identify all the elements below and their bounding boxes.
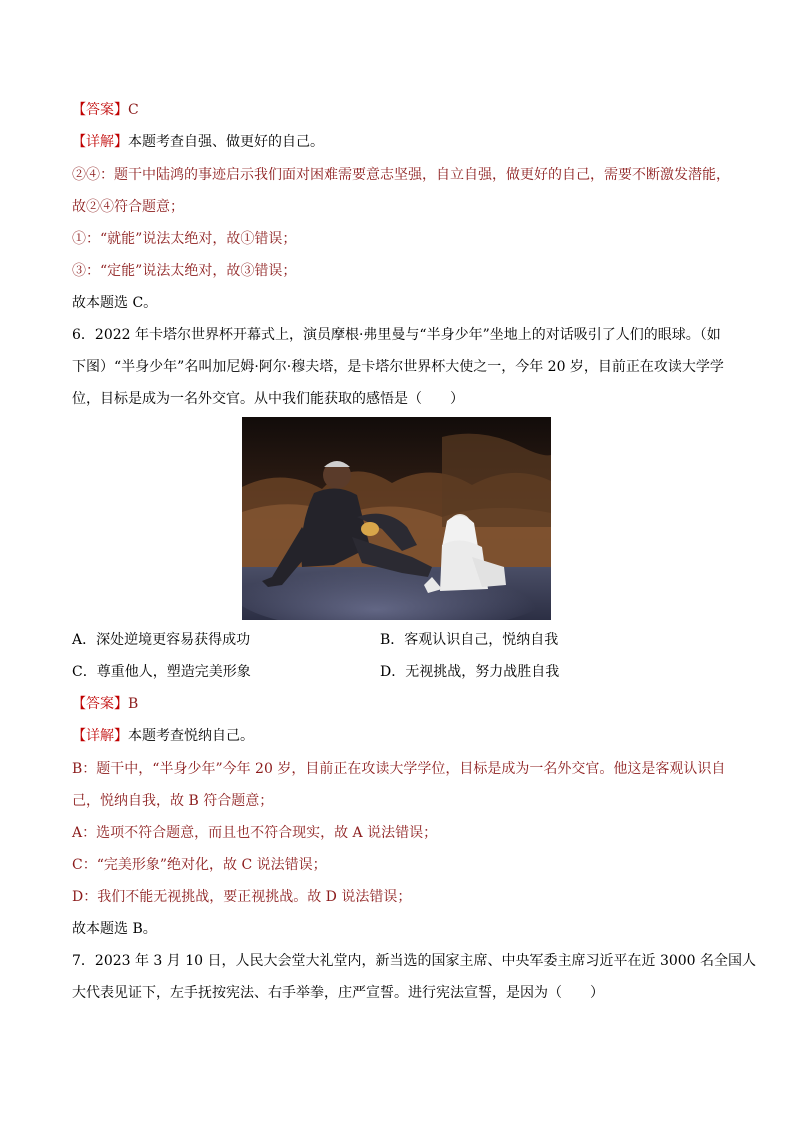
q6-answer <box>72 694 724 714</box>
q6-answer-value: B <box>128 696 139 712</box>
q6-explain-line: A：选项不符合题意，而且也不符合现实，故 A 说法错误； <box>72 825 438 841</box>
q6-detail <box>72 726 724 746</box>
q6-option-d: D．无视挑战，努力战胜自我 <box>380 664 560 680</box>
q6-explain-line: D：我们不能无视挑战，要正视挑战。故 D 说法错误； <box>72 889 412 905</box>
q6-answer-tag: 【答案】 <box>72 696 128 712</box>
q6-stem-line: 6．2022 年卡塔尔世界杯开幕式上，演员摩根·弗里曼与“半身少年”坐地上的对话吸引了人们的眼球。（如 <box>72 327 721 343</box>
q5-explain-line: ③：“定能”说法太绝对，故③错误； <box>72 263 297 279</box>
photo-illustration <box>242 417 551 620</box>
q5-explain-line: ①：“就能”说法太绝对，故①错误； <box>72 231 297 247</box>
q7-stem-line: 7．2023 年 3 月 10 日，人民大会堂大礼堂内，新当选的国家主席、中央军委主席习近平在近 3000 名全国人 <box>72 953 757 969</box>
q5-detail-text: 本题考查自强、做更好的自己。 <box>128 134 324 150</box>
q5-detail <box>72 132 724 152</box>
q5-answer <box>72 100 724 120</box>
q5-detail-tag: 【详解】 <box>72 134 128 150</box>
q6-explain-line: C：“完美形象”绝对化，故 C 说法错误； <box>72 857 327 873</box>
q5-explain-line: 故②④符合题意； <box>72 199 184 215</box>
q6-explain-line: B：题干中，“半身少年”今年 20 岁，目前正在攻读大学学位，目标是成为一名外交官。他这是客观认识自 <box>72 761 726 777</box>
q6-option-a: A．深处逆境更容易获得成功 <box>72 632 251 648</box>
q5-answer-value: C <box>128 102 139 118</box>
q6-detail-tag: 【详解】 <box>72 728 128 744</box>
q5-explain-line: ②④：题干中陆鸿的事迹启示我们面对困难需要意志坚强，自立自强，做更好的自己，需要不断激发潜能， <box>72 167 730 183</box>
q5-conclusion: 故本题选 C。 <box>72 295 158 311</box>
q6-explain-line: 己，悦纳自我，故 B 符合题意； <box>72 793 274 809</box>
q6-stem-line: 位，目标是成为一名外交官。从中我们能获取的感悟是（ ） <box>72 391 464 407</box>
q6-option-c: C．尊重他人，塑造完美形象 <box>72 664 251 680</box>
q7-stem-line: 大代表见证下，左手抚按宪法、右手举拳，庄严宣誓。进行宪法宣誓，是因为（ ） <box>72 985 604 1001</box>
world-cup-ceremony-photo <box>242 417 551 620</box>
q6-option-b: B．客观认识自己，悦纳自我 <box>380 632 559 648</box>
q6-detail-text: 本题考查悦纳自己。 <box>128 728 254 744</box>
q6-stem-line: 下图）“半身少年”名叫加尼姆·阿尔·穆夫塔，是卡塔尔世界杯大使之一，今年 20 岁，目前正在攻读大学学 <box>72 359 724 375</box>
q6-conclusion: 故本题选 B。 <box>72 921 157 937</box>
q5-answer-tag: 【答案】 <box>72 102 128 118</box>
